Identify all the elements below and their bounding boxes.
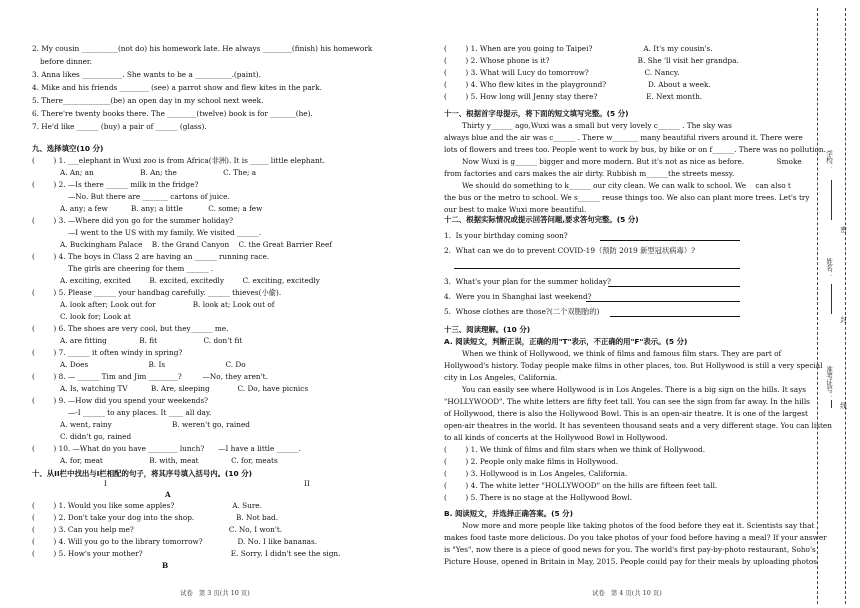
tf-q1: ( ) 1. We think of films and film stars when we think of Hollywood. — [444, 445, 706, 454]
answer-q2-line[interactable] — [454, 268, 740, 269]
q5-line: 5. There_____________(be) an open day in my school next week. — [32, 96, 264, 105]
tf-q2: ( ) 2. People only make films in Hollywood. — [444, 457, 619, 466]
mc-q6-options: A. are fitting B. fit C. don't fit — [60, 336, 243, 345]
match-b3: ( ) 3. What will Lucy do tomorrow? C. Nancy. — [444, 68, 680, 77]
mc-q1-options: A. An; an B. An; the C. The; a — [60, 168, 257, 177]
group-a-label: A — [165, 490, 171, 499]
passage-a-line-8: to all kinds of concerts at the Hollywood Bowl in Hollywood. — [444, 433, 668, 442]
answer-q4: 4. Were you in Shanghai last weekend? — [444, 292, 592, 301]
section-10-heading: 十、从II栏中找出与I栏相配的句子，将其序号填入括号内。(10 分) — [32, 469, 253, 478]
section-9-heading: 九、选择填空(10 分) — [32, 144, 104, 153]
passage-b-line-4: Picture House, opened in Britain in May, 2015. People could pay for their meals by uploading photos — [444, 557, 817, 566]
cloze-line-3: lots of flowers and trees too. People went to work by bus, by bike or on f______. There was no pollution. — [444, 145, 826, 154]
mc-q3: ( ) 3. —Where did you go for the summer holiday? — [32, 216, 234, 225]
tf-q5: ( ) 5. There is no stage at the Hollywood Bowl. — [444, 493, 633, 502]
cloze-line-8: our best to make Wuxi more beautiful. — [444, 205, 587, 214]
group-b-label: B — [162, 561, 169, 570]
section-13-heading: 十三、阅读理解。(10 分) — [444, 325, 531, 334]
answer-q3: 3. What's your plan for the summer holiday? — [444, 277, 611, 286]
exam-number-label: 准考证号： — [824, 366, 833, 399]
cloze-line-7: the bus or the metro to school. We s______ reuse things too. We also can plant more trees. Let's try — [444, 193, 810, 202]
mc-q6: ( ) 6. The shoes are very cool, but they______ me. — [32, 324, 229, 333]
binding-margin — [805, 0, 860, 608]
section-12-heading: 十二、根据实际情况或提示回答问题,要求答句完整。(5 分) — [444, 215, 639, 224]
match-a5: ( ) 5. How's your mother? E. Sorry. I didn't see the sign. — [32, 549, 341, 558]
mc-q10: ( ) 10. —What do you have ________ lunch? —I have a little ______. — [32, 444, 301, 453]
answer-q5: 5. Whose clothes are those?(二个双胞胎的) — [444, 307, 600, 316]
mc-q2-cont: —No. But there are _______ cartons of juice. — [68, 192, 230, 201]
mc-q2: ( ) 2. —Is there ______ milk in the fridge? — [32, 180, 199, 189]
inner-dashed-line — [845, 8, 846, 604]
passage-b-line-2: makes food taste more delicious. Do you take photos of your food before having a meal? If your answer — [444, 533, 827, 542]
mc-q10-options: A. for, meat B. with, meat C. for, meats — [60, 456, 278, 465]
passage-a-line-6: of Hollywood, there is also the Hollywood Bowl. This is an open-air theatre. It is one of the largest — [444, 409, 808, 418]
passage-a-line-1: When we think of Hollywood, we think of films and famous film stars. They are part of — [462, 349, 782, 358]
match-a3: ( ) 3. Can you help me? C. No, I won't. — [32, 525, 283, 534]
mc-q3-options: A. Buckingham Palace B. the Grand Canyon C. the Great Barrier Reef — [60, 240, 332, 249]
cloze-line-6: We should do something to k______ our city clean. We can walk to school. We can also t — [462, 181, 791, 190]
school-fill-line[interactable] — [831, 180, 832, 220]
q3-line: 3. Anna likes ___________. She wants to be a __________.(paint). — [32, 70, 261, 79]
mc-q5-options: A. look after; Look out for B. look at; Look out of — [60, 300, 275, 309]
mc-q9-cont: —-I ______ to any places. It ____ all day. — [68, 408, 212, 417]
passage-a-line-4: You can easily see where Hollywood is in Los Angeles. There is a big sign on the hills. It says — [462, 385, 806, 394]
match-b5: ( ) 5. How long will Jenny stay there? E. Next month. — [444, 92, 703, 101]
passage-a-line-7: open-air theatres in the world. It has seventeen thousand seats and a very different stage. You can listen — [444, 421, 832, 430]
match-a4: ( ) 4. Will you go to the library tomorrow? D. No. I like bananas. — [32, 537, 318, 546]
mc-q2-options: A. any; a few B. any; a little C. some; a few — [60, 204, 263, 213]
seal-mark-3: 线 — [838, 402, 847, 409]
section-11-heading: 十一、根据首字母提示，将下面的短文填写完整。(5 分) — [444, 109, 629, 118]
passage-a-line-2: Hollywood's history. Today people make films in other places, too. But Hollywood is still a very special — [444, 361, 823, 370]
q2-line-cont: before dinner. — [40, 57, 92, 66]
column-headers: I II — [104, 479, 310, 488]
q2-line: 2. My cousin __________(not do) his homework late. He always ________(finish) his homework — [32, 44, 373, 53]
seal-mark-2: 封 — [838, 316, 847, 323]
q7-line: 7. He'd like ______ (buy) a pair of ______ (glass). — [32, 122, 207, 131]
mc-q9: ( ) 9. —How did you spend your weekends? — [32, 396, 209, 405]
answer-q1: 1. Is your birthday coming soon? — [444, 231, 568, 240]
match-a1: ( ) 1. Would you like some apples? A. Sure. — [32, 501, 262, 510]
answer-q4-line[interactable] — [586, 301, 740, 302]
exam-number-fill-line[interactable] — [831, 400, 832, 408]
seal-mark: 密 — [838, 226, 847, 233]
passage-b-line-1: Now more and more people like taking photos of the food before they eat it. Scientists say that — [462, 521, 815, 530]
reading-b-instructions: B. 阅读短文，并选择正确答案。(5 分) — [444, 509, 573, 518]
cloze-line-5: from factories and cars makes the air dirty. Rubbish m______the streets messy. — [444, 169, 735, 178]
q4-line: 4. Mike and his friends ________ (see) a parrot show and flew kites in the park. — [32, 83, 322, 92]
reading-a-instructions: A. 阅读短文，判断正误，正确的用"T"表示，不正确的用"F"表示。(5 分) — [444, 337, 688, 346]
match-b1: ( ) 1. When are you going to Taipei? A. It's my cousin's. — [444, 44, 713, 53]
outer-dashed-line — [817, 8, 818, 604]
cloze-line-2: always blue and the air was c______ . There w_______ many beautiful rivers around it. There were — [444, 133, 803, 142]
school-label: 学校： — [824, 150, 833, 170]
answer-q5-line[interactable] — [610, 316, 740, 317]
page-3-footer: 试卷 第 3 页(共 10 页) — [180, 589, 250, 597]
answer-q2: 2. What can we do to prevent COVID-19（预防 2019 新型冠状病毒）? — [444, 246, 696, 255]
mc-q3-cont: —I went to the US with my family. We visited ______. — [68, 228, 262, 237]
mc-q9-options: A. went, rainy B. weren't go, rained — [60, 420, 250, 429]
mc-q4-cont: The girls are cheering for them ______ . — [68, 264, 214, 273]
passage-b-line-3: is "Yes", now there is a piece of good news for you. The world's first pay-by-photo restaurant, Soho's — [444, 545, 816, 554]
mc-q9-options-cont: C. didn't go, rained — [60, 432, 132, 441]
mc-q8: ( ) 8. — ______ Tim and Jim ________? —No, they aren't. — [32, 372, 268, 381]
mc-q7-options: A. Does B. Is C. Do — [60, 360, 246, 369]
answer-q1-line[interactable] — [600, 240, 740, 241]
name-label: 姓名： — [824, 258, 833, 278]
mc-q1: ( ) 1. ___elephant in Wuxi zoo is from Africa(非洲). It is _____ little elephant. — [32, 156, 325, 165]
page-4-footer: 试卷 第 4 页(共 10 页) — [592, 589, 662, 597]
name-fill-line[interactable] — [831, 284, 832, 314]
tf-q3: ( ) 3. Hollywood is in Los Angeles, California. — [444, 469, 628, 478]
tf-q4: ( ) 4. The white letter "HOLLYWOOD" on the hills are fifteen feet tall. — [444, 481, 718, 490]
answer-q3-line[interactable] — [608, 286, 740, 287]
passage-a-line-5: "HOLLYWOOD". The white letters are fifty feet tall. You can see the sign from far away. In the hills — [444, 397, 810, 406]
q6-line: 6. There're twenty books there. The ________(twelve) book is for _______(he). — [32, 109, 313, 118]
mc-q4-options: A. exciting, excited B. excited, excitedly C. exciting, excitedly — [60, 276, 320, 285]
mc-q5-options-cont: C. look for; Look at — [60, 312, 131, 321]
match-b4: ( ) 4. Who flew kites in the playground? D. About a week. — [444, 80, 711, 89]
match-b2: ( ) 2. Whose phone is it? B. She 'll visit her grandpa. — [444, 56, 739, 65]
mc-q5: ( ) 5. Please ______ your handbag carefully. ______ thieves(小偷). — [32, 288, 282, 297]
mc-q7: ( ) 7. ______ it often windy in spring? — [32, 348, 183, 357]
passage-a-line-3: city in Los Angeles, California. — [444, 373, 558, 382]
cloze-line-1: Thirty y______ ago,Wuxi was a small but very lovely c______ . The sky was — [462, 121, 732, 130]
mc-q4: ( ) 4. The boys in Class 2 are having an ______ running race. — [32, 252, 270, 261]
match-a2: ( ) 2. Don't take your dog into the shop. B. Not bad. — [32, 513, 279, 522]
mc-q8-options: A. Is, watching TV B. Are, sleeping C. Do, have picnics — [60, 384, 309, 393]
cloze-line-4: Now Wuxi is g______ bigger and more modern. But it's not as nice as before. Smoke — [462, 157, 802, 166]
